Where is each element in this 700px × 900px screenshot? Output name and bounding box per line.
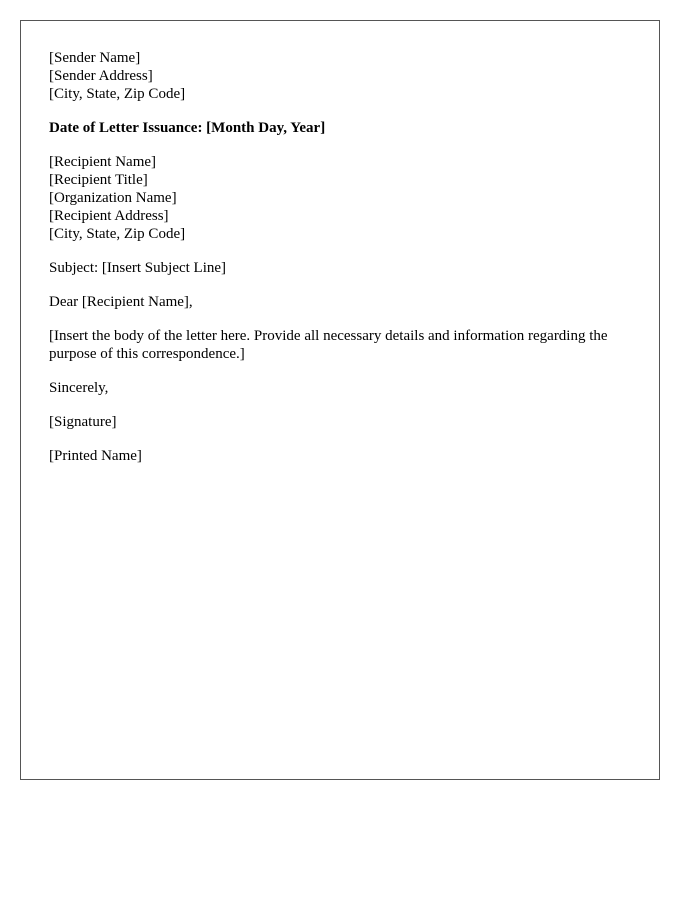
salutation: Dear [Recipient Name],	[49, 294, 193, 310]
recipient-name: [Recipient Name]	[49, 154, 157, 170]
letter-date: Date of Letter Issuance: [Month Day, Year]	[49, 120, 326, 136]
letter-page	[20, 20, 660, 780]
closing: Sincerely,	[49, 380, 109, 396]
recipient-address: [Recipient Address]	[49, 208, 169, 224]
sender-city-state-zip: [City, State, Zip Code]	[49, 86, 186, 102]
recipient-block	[49, 153, 631, 243]
sender-address: [Sender Address]	[49, 68, 153, 84]
signature-block	[49, 413, 631, 431]
sender-block	[49, 49, 631, 103]
letter-body: [Insert the body of the letter here. Provide all necessary details and information regarding the purpose of this correspondence.]	[49, 328, 608, 362]
recipient-title: [Recipient Title]	[49, 172, 148, 188]
closing-block	[49, 379, 631, 397]
subject-line: Subject: [Insert Subject Line]	[49, 260, 227, 276]
sender-name: [Sender Name]	[49, 50, 141, 66]
recipient-city-state-zip: [City, State, Zip Code]	[49, 226, 186, 242]
date-block	[49, 119, 631, 137]
signature: [Signature]	[49, 414, 117, 430]
subject-block	[49, 259, 631, 277]
salutation-block	[49, 293, 631, 311]
printed-name-block	[49, 447, 631, 465]
recipient-organization: [Organization Name]	[49, 190, 177, 206]
printed-name: [Printed Name]	[49, 448, 142, 464]
